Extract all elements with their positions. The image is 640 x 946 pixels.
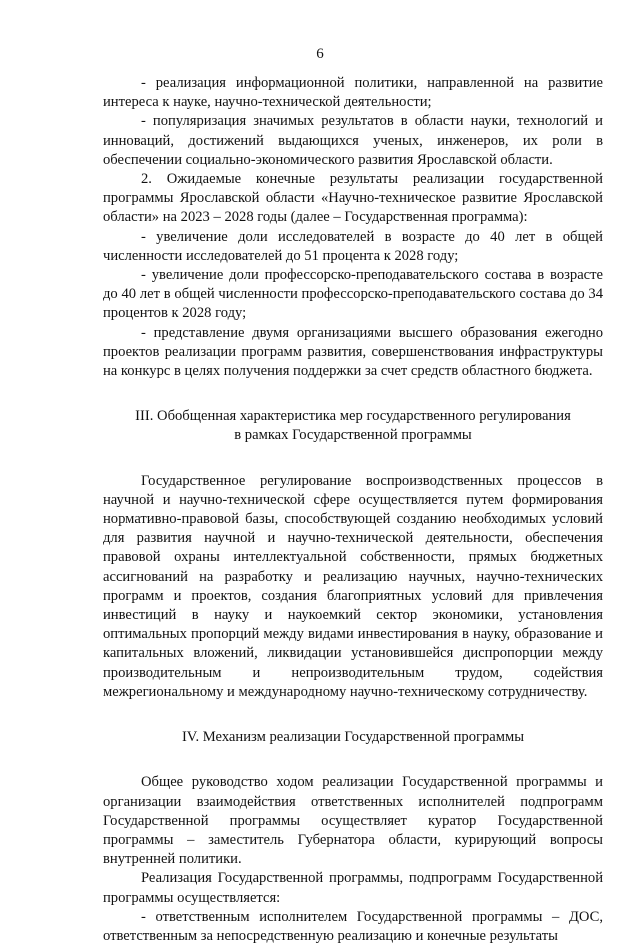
paragraph: - ответственным исполнителем Государственной программы – ДОС, ответственным за непосредственную реализацию и конечные результаты	[103, 908, 603, 944]
section-3-heading-line1: III. Обобщенная характеристика мер государственного регулирования	[135, 408, 571, 425]
page-number: 6	[316, 46, 324, 62]
paragraph: - популяризация значимых результатов в области науки, технологий и инноваций, достижений выдающихся ученых, инженеров, их роли в обеспечении социально-экономического развития Ярославской области.	[103, 113, 603, 168]
paragraph: Общее руководство ходом реализации Государственной программы и организации взаимодействия ответственных исполнителей подпрограмм Государственной программы осуществляет куратор Государственной программы – заместитель Губернатора области, курирующий вопросы внутренней политики.	[103, 774, 603, 868]
paragraph: - реализация информационной политики, направленной на развитие интереса к науке, научно-технической деятельности;	[103, 75, 603, 111]
section-3-heading-line2: в рамках Государственной программы	[234, 427, 472, 444]
section-3-heading	[103, 407, 603, 445]
paragraph: Реализация Государственной программы, подпрограмм Государственной программы осуществляется:	[103, 870, 603, 906]
paragraph: 2. Ожидаемые конечные результаты реализации государственной программы Ярославской области «Научно-техническое развитие Ярославской области» на 2023 – 2028 годы (далее – Государственная программа):	[103, 171, 603, 226]
paragraph: - увеличение доли профессорско-преподавательского состава в возрасте до 40 лет в общей численности профессорско-преподавательского состава до 34 процентов к 2028 году;	[103, 267, 603, 322]
paragraph: - увеличение доли исследователей в возрасте до 40 лет в общей численности исследователей до 51 процента к 2028 году;	[103, 228, 603, 264]
paragraph: Государственное регулирование воспроизводственных процессов в научной и научно-технической сфере осуществляется путем формирования нормативно-правовой базы, способствующей созданию необходимых условий для развития научной и научно-технической деятельности, обеспечения правовой охраны интеллектуальной собственности, прямых бюджетных ассигнований на разработку и реализацию научных, научно-технических программ и проектов, создания благоприятных условий для привлечения инвестиций в науку и наукоемкий сектор экономики, установления оптимальных пропорций между видами инвестирования в науку, образование и капитальных вложений, ликвидации установившейся диспропорции между производительным и непроизводительным трудом, содействия межрегиональному и международному научно-техническому сотрудничеству.	[103, 472, 603, 700]
paragraph: - представление двумя организациями высшего образования ежегодно проектов реализации программ развития, совершенствования инфраструктуры на конкурс в целях получения поддержки за счет средств областного бюджета.	[103, 324, 603, 380]
page-content	[103, 74, 603, 946]
section-4-heading: IV. Механизм реализации Государственной программы	[181, 729, 525, 746]
